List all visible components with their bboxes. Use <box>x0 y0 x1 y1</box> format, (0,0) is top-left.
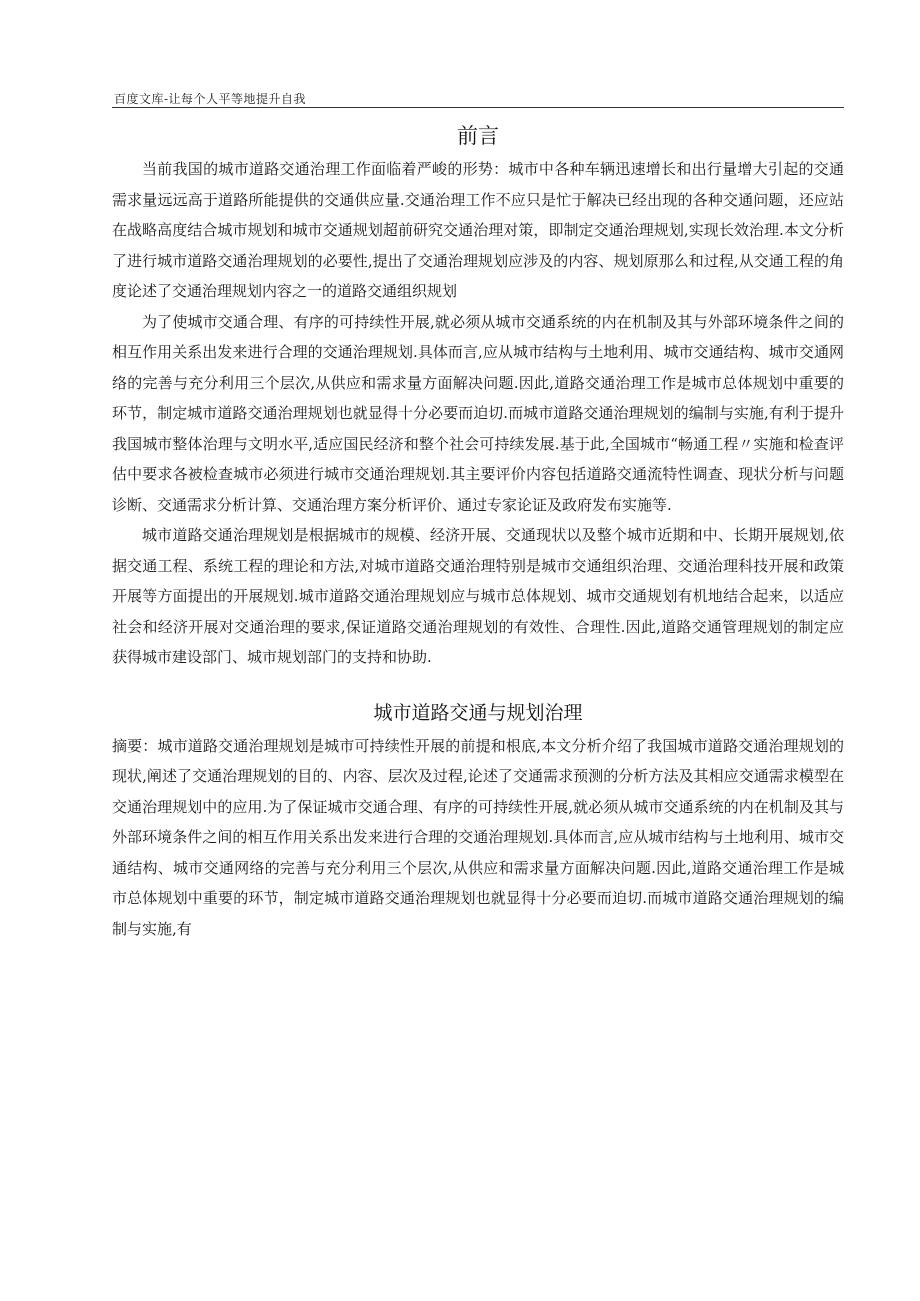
article-abstract: 摘要：城市道路交通治理规划是城市可持续性开展的前提和根底,本文分析介绍了我国城市道路交通治理规划的现状,阐述了交通治理规划的目的、内容、层次及过程,论述了交通需求预测的分析方法及其相应交通需求模型在交通治理规划中的应用.为了保证城市交通合理、有序的可持续性开展,就必须从城市交通系统的内在机制及其与外部环境条件之间的相互作用关系出发来进行合理的交通治理规划.具体而言,应从城市结构与土地利用、城市交通结构、城市交通网络的完善与充分利用三个层次,从供应和需求量方面解决问题.因此,道路交通治理工作是城市总体规划中重要的环节，制定城市道路交通治理规划也就显得十分必要而迫切.而城市道路交通治理规划的编制与实施,有 <box>112 736 844 938</box>
page-header-text: 百度文库-让每个人平等地提升自我 <box>114 92 307 106</box>
preface-paragraph-3: 城市道路交通治理规划是根据城市的规模、经济开展、交通现状以及整个城市近期和中、长期开展规划,依据交通工程、系统工程的理论和方法,对城市道路交通治理特别是城市交通组织治理、交通治理科技开展和政策开展等方面提出的开展规划.城市道路交通治理规划应与城市总体规划、城市交通规划有机地结合起来，以适应社会和经济开展对交通治理的要求,保证道路交通治理规划的有效性、合理性.因此,道路交通管理规划的制定应获得城市建设部门、城市规划部门的支持和协助. <box>112 526 844 666</box>
preface-paragraph-1: 当前我国的城市道路交通治理工作面临着严峻的形势：城市中各种车辆迅速增长和出行量增大引起的交通需求量远远高于道路所能提供的交通供应量.交通治理工作不应只是忙于解决已经出现的各种交通问题，还应站在战略高度结合城市规划和城市交通规划超前研究交通治理对策，即制定交通治理规划,实现长效治理.本文分析了进行城市道路交通治理规划的必要性,提出了交通治理规划应涉及的内容、规划原那么和过程,从交通工程的角度论述了交通治理规划内容之一的道路交通组织规划 <box>112 160 844 300</box>
article-title: 城市道路交通与规划治理 <box>373 701 583 724</box>
preface-title: 前言 <box>457 124 499 148</box>
preface-paragraph-2: 为了使城市交通合理、有序的可持续性开展,就必须从城市交通系统的内在机制及其与外部环境条件之间的相互作用关系出发来进行合理的交通治理规划.具体而言,应从城市结构与土地利用、城市交通结构、城市交通网络的完善与充分利用三个层次,从供应和需求量方面解决问题.因此,道路交通治理工作是城市总体规划中重要的环节，制定城市道路交通治理规划也就显得十分必要而迫切.而城市道路交通治理规划的编制与实施,有利于提升我国城市整体治理与文明水平,适应国民经济和整个社会可持续发展.基于此,全国城市“畅通工程〃实施和检查评估中要求各被检查城市必须进行城市交通治理规划.其主要评价内容包括道路交通流特性调查、现状分析与问题诊断、交通需求分析计算、交通治理方案分析评价、通过专家论证及政府发布实施等. <box>112 312 844 514</box>
document-body <box>112 118 844 944</box>
header-divider <box>112 107 844 108</box>
